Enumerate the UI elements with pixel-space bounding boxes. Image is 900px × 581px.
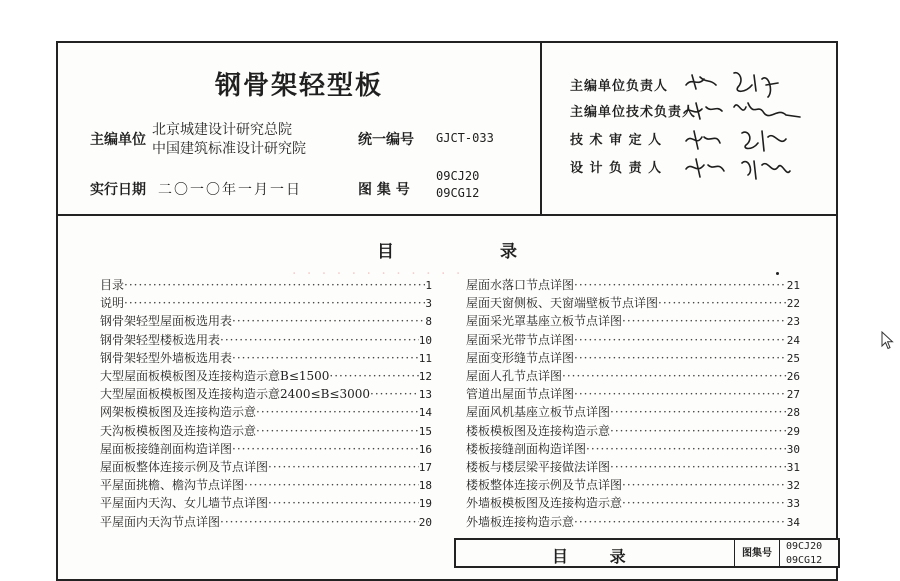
title-block bbox=[454, 538, 840, 568]
toc-entry bbox=[466, 440, 800, 457]
toc-leader-dots bbox=[610, 405, 787, 419]
toc-entry-title: 屋面变形缝节点详图 bbox=[466, 350, 575, 365]
toc-entry bbox=[466, 494, 800, 511]
effective-date: 二〇一〇年一月一日 bbox=[158, 182, 302, 198]
toc-leader-dots bbox=[232, 314, 425, 328]
toc-entry-title: 屋面采光带节点详图 bbox=[466, 332, 575, 347]
toc-leader-dots bbox=[610, 460, 787, 474]
handwritten-signatures bbox=[682, 67, 832, 187]
watermark: · · · · · · · · · · · · bbox=[292, 266, 464, 282]
ink-speck bbox=[776, 272, 779, 275]
toc-entry-title: 平屋面内天沟节点详图 bbox=[100, 514, 221, 529]
editor-unit-2: 中国建筑标准设计研究院 bbox=[152, 141, 306, 157]
toc-leader-dots bbox=[562, 369, 787, 383]
title-block-name: 目 录 bbox=[552, 547, 644, 566]
toc-entry-title: 屋面天窗侧板、天窗端壁板节点详图 bbox=[466, 296, 659, 311]
toc-heading: 目 录 bbox=[377, 242, 567, 262]
toc-entry bbox=[466, 276, 800, 293]
toc-entry bbox=[466, 331, 800, 348]
toc-entry-page: 21 bbox=[786, 279, 800, 292]
toc-entry-page: 19 bbox=[418, 497, 432, 511]
toc-entry-title: 外墙板连接构造示意 bbox=[466, 514, 575, 529]
toc-entry-page: 11 bbox=[418, 351, 432, 365]
chief-unit-head-label: 主编单位负责人 bbox=[570, 79, 669, 94]
toc-entry bbox=[100, 294, 432, 311]
design-head-label: 设 计 负 责 人 bbox=[570, 161, 663, 176]
toc-entry bbox=[100, 476, 432, 493]
toc-leader-dots bbox=[244, 478, 419, 492]
chief-tech-head-label: 主编单位技术负责人 bbox=[570, 105, 697, 120]
toc-entry-page: 16 bbox=[418, 442, 432, 456]
toc-entry-title: 钢骨架轻型屋面板选用表 bbox=[100, 314, 233, 329]
toc-entry-title: 屋面水落口节点详图 bbox=[466, 278, 575, 292]
toc-entry-page: 8 bbox=[425, 315, 432, 329]
toc-entry-page: 14 bbox=[418, 406, 432, 420]
toc-entry-title: 屋面采光罩基座立板节点详图 bbox=[466, 314, 623, 329]
toc-entry-page: 29 bbox=[786, 424, 800, 438]
title-block-atlas-no-1: 09CJ20 bbox=[786, 541, 823, 552]
toc-leader-dots bbox=[268, 496, 419, 510]
toc-entry-page: 32 bbox=[786, 479, 800, 493]
toc-leader-dots bbox=[268, 460, 419, 474]
toc-entry bbox=[466, 513, 800, 530]
toc-leader-dots bbox=[124, 296, 425, 310]
toc-entry bbox=[466, 385, 800, 402]
toc-entry bbox=[100, 367, 432, 384]
toc-entry-title: 楼板接缝剖面构造详图 bbox=[466, 441, 587, 456]
toc-entry bbox=[466, 312, 800, 329]
toc-leader-dots bbox=[574, 351, 787, 365]
toc-entry bbox=[100, 385, 432, 402]
toc-entry-page: 28 bbox=[786, 406, 800, 420]
toc-entry bbox=[100, 312, 432, 329]
atlas-title: 钢骨架轻型板 bbox=[214, 71, 383, 101]
header-info-panel bbox=[58, 43, 542, 214]
toc-entry-page: 23 bbox=[786, 315, 800, 329]
toc-entry-page: 13 bbox=[418, 388, 432, 402]
toc-leader-dots bbox=[232, 442, 419, 456]
unified-code-label: 统一编号 bbox=[358, 132, 414, 148]
toc-entry-page: 30 bbox=[786, 442, 800, 456]
toc-entry bbox=[100, 458, 432, 475]
toc-entry-page: 18 bbox=[418, 479, 432, 493]
toc-entry bbox=[100, 440, 432, 457]
toc-leader-dots bbox=[658, 296, 787, 310]
toc-entry-page: 22 bbox=[786, 297, 800, 311]
toc-entry-title: 楼板模板图及连接构造示意 bbox=[466, 423, 611, 438]
toc-entry-page: 34 bbox=[786, 515, 800, 529]
toc-leader-dots bbox=[574, 333, 787, 347]
toc-leader-dots bbox=[370, 387, 419, 401]
toc-entry-title: 天沟板模板图及连接构造示意 bbox=[100, 423, 257, 438]
title-block-atlas-label: 图集号 bbox=[734, 540, 780, 568]
toc-leader-dots bbox=[622, 496, 787, 510]
title-block-atlas-no-2: 09CG12 bbox=[786, 555, 823, 566]
toc-entry-page: 17 bbox=[418, 461, 432, 474]
toc-entry bbox=[100, 422, 432, 439]
toc-entry-title: 平屋面内天沟、女儿墙节点详图 bbox=[100, 496, 269, 511]
toc-leader-dots bbox=[574, 278, 787, 292]
toc-entry-title: 屋面板接缝剖面构造详图 bbox=[100, 441, 233, 456]
toc-entry-title: 楼板整体连接示例及节点详图 bbox=[466, 478, 623, 493]
toc-entry-page: 25 bbox=[786, 351, 800, 365]
toc-entry bbox=[466, 476, 800, 493]
toc-entry bbox=[466, 294, 800, 311]
toc-entry-title: 大型屋面板模板图及连接构造示意B≤1500 bbox=[100, 369, 330, 383]
toc-leader-dots bbox=[220, 333, 419, 347]
toc-leader-dots bbox=[574, 515, 787, 529]
tech-reviewer-label: 技 术 审 定 人 bbox=[570, 133, 663, 148]
toc-entry-page: 31 bbox=[786, 461, 800, 474]
toc-leader-dots bbox=[329, 369, 418, 383]
toc-entry bbox=[100, 349, 432, 366]
toc-entry-page: 27 bbox=[786, 388, 800, 402]
toc-entry-title: 钢骨架轻型楼板选用表 bbox=[100, 332, 221, 347]
toc-leader-dots bbox=[256, 424, 419, 438]
toc-leader-dots bbox=[256, 405, 419, 419]
effective-date-label: 实行日期 bbox=[90, 182, 146, 198]
mouse-cursor-icon bbox=[881, 331, 895, 351]
toc-entry-title: 平屋面挑檐、檐沟节点详图 bbox=[100, 478, 245, 493]
toc-entry bbox=[100, 494, 432, 511]
toc-entry-page: 24 bbox=[786, 333, 800, 347]
toc-entry-page: 12 bbox=[418, 370, 432, 383]
editor-unit-1: 北京城建设计研究总院 bbox=[152, 122, 292, 138]
toc-entry-page: 10 bbox=[418, 333, 432, 347]
editor-unit-label: 主编单位 bbox=[90, 132, 146, 148]
toc-entry bbox=[466, 458, 800, 475]
toc-leader-dots bbox=[220, 515, 419, 529]
toc-entry bbox=[466, 367, 800, 384]
toc-entry-title: 网架板模板图及连接构造示意 bbox=[100, 405, 257, 420]
responsibility-panel bbox=[542, 43, 836, 214]
toc-leader-dots bbox=[232, 351, 419, 365]
toc-entry bbox=[466, 403, 800, 420]
toc-entry-page: 1 bbox=[425, 279, 432, 292]
toc-entry bbox=[100, 403, 432, 420]
toc-entry-title: 屋面人孔节点详图 bbox=[466, 369, 563, 383]
toc-entry-page: 20 bbox=[418, 515, 432, 529]
toc-leader-dots bbox=[622, 478, 787, 492]
toc-entry-title: 大型屋面板模板图及连接构造示意2400≤B≤3000 bbox=[100, 387, 371, 402]
toc-entry-title: 钢骨架轻型外墙板选用表 bbox=[100, 350, 233, 365]
toc-entry bbox=[100, 513, 432, 530]
toc-entry-title: 屋面板整体连接示例及节点详图 bbox=[100, 460, 269, 474]
toc-entry-page: 3 bbox=[425, 297, 432, 311]
toc-entry-title: 说明 bbox=[100, 296, 125, 311]
toc-entry-title: 楼板与楼层梁平接做法详图 bbox=[466, 460, 611, 474]
toc-entry-title: 屋面风机基座立板节点详图 bbox=[466, 405, 611, 420]
atlas-no-label: 图 集 号 bbox=[358, 182, 410, 198]
unified-code: GJCT-033 bbox=[436, 131, 494, 145]
toc-leader-dots bbox=[622, 314, 787, 328]
toc-entry-page: 26 bbox=[786, 370, 800, 383]
toc-entry bbox=[466, 349, 800, 366]
toc-entry bbox=[100, 331, 432, 348]
toc-entry-title: 管道出屋面节点详图 bbox=[466, 387, 575, 402]
atlas-no-1: 09CJ20 bbox=[436, 169, 480, 183]
toc-entry bbox=[466, 422, 800, 439]
cover-header bbox=[58, 43, 836, 216]
atlas-no-2: 09CG12 bbox=[436, 186, 480, 200]
toc-entry-page: 33 bbox=[786, 497, 800, 511]
toc-entry-page: 15 bbox=[418, 424, 432, 438]
toc-leader-dots bbox=[586, 442, 787, 456]
toc-leader-dots bbox=[574, 387, 787, 401]
toc-leader-dots bbox=[610, 424, 787, 438]
toc-entry-title: 外墙板模板图及连接构造示意 bbox=[466, 496, 623, 511]
toc-entry-title: 目录 bbox=[100, 278, 125, 292]
